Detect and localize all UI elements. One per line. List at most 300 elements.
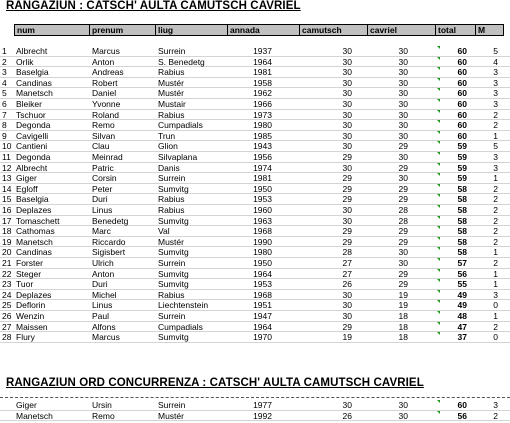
table-row[interactable] (0, 258, 510, 269)
cell-num[interactable]: Giger (16, 400, 37, 410)
cell-total[interactable]: 59 (457, 173, 467, 184)
table-row[interactable] (0, 152, 510, 163)
cell-camutsch[interactable]: 30 (342, 289, 352, 300)
cell-liug[interactable]: Sumvitg (158, 215, 189, 226)
cell-total[interactable]: 47 (457, 321, 467, 332)
cell-cavriel[interactable]: 30 (398, 400, 408, 410)
cell-total[interactable]: 60 (457, 88, 467, 99)
cell-m[interactable]: 1 (493, 279, 498, 290)
cell-rank[interactable]: 20 (2, 247, 12, 258)
cell-cavriel[interactable]: 30 (398, 67, 408, 78)
cell-liug[interactable]: Mustér (158, 88, 184, 99)
cell-liug[interactable]: Trun (158, 130, 176, 141)
cell-cavriel[interactable]: 30 (398, 109, 408, 120)
cell-camutsch[interactable]: 30 (342, 130, 352, 141)
cell-num[interactable]: Baselgia (16, 194, 49, 205)
header-liug[interactable]: liug (156, 24, 228, 36)
cell-rank[interactable]: 21 (2, 258, 12, 268)
cell-cavriel[interactable]: 29 (398, 162, 408, 173)
cell-m[interactable]: 2 (493, 194, 498, 205)
cell-prenum[interactable]: Marc (92, 226, 111, 237)
cell-m[interactable]: 1 (493, 311, 498, 321)
cell-num[interactable]: Bleiker (16, 99, 42, 109)
cell-camutsch[interactable]: 30 (342, 56, 352, 67)
cell-camutsch[interactable]: 26 (342, 279, 352, 290)
cell-m[interactable]: 2 (493, 410, 498, 421)
cell-num[interactable]: Cavigelli (16, 130, 49, 141)
cell-total[interactable]: 60 (457, 400, 467, 410)
cell-annada[interactable]: 1950 (253, 258, 272, 268)
table-row[interactable] (0, 400, 510, 411)
cell-camutsch[interactable]: 30 (342, 205, 352, 215)
header-cavriel[interactable]: cavriel (368, 24, 436, 36)
cell-rank[interactable]: 10 (2, 141, 12, 152)
cell-num[interactable]: Tomaschett (16, 215, 60, 226)
cell-camutsch[interactable]: 30 (342, 67, 352, 78)
cell-prenum[interactable]: Ursin (92, 400, 112, 410)
header-total[interactable]: total (436, 24, 476, 36)
cell-liug[interactable]: Mustair (158, 99, 186, 109)
cell-rank[interactable]: 26 (2, 311, 12, 321)
table-row[interactable] (0, 131, 510, 142)
cell-annada[interactable]: 1985 (253, 130, 272, 141)
cell-camutsch[interactable]: 29 (342, 321, 352, 332)
cell-total[interactable]: 48 (457, 311, 467, 321)
cell-prenum[interactable]: Linus (92, 300, 113, 311)
cell-num[interactable]: Tuor (16, 279, 34, 290)
cell-rank[interactable]: 13 (2, 173, 12, 184)
cell-annada[interactable]: 1973 (253, 109, 272, 120)
cell-camutsch[interactable]: 30 (342, 88, 352, 99)
table-row[interactable] (0, 322, 510, 333)
cell-liug[interactable]: Surrein (158, 46, 186, 56)
cell-num[interactable]: Wenzin (16, 311, 45, 321)
cell-prenum[interactable]: Linus (92, 205, 113, 215)
cell-m[interactable]: 2 (493, 226, 498, 237)
cell-rank[interactable]: 15 (2, 194, 12, 205)
cell-cavriel[interactable]: 30 (398, 247, 408, 258)
cell-rank[interactable]: 14 (2, 183, 12, 194)
cell-m[interactable]: 3 (493, 99, 498, 109)
cell-camutsch[interactable]: 27 (342, 258, 352, 268)
cell-rank[interactable]: 18 (2, 226, 12, 237)
cell-annada[interactable]: 1964 (253, 321, 272, 332)
cell-num[interactable]: Cantieni (16, 141, 48, 152)
table-row[interactable] (0, 78, 510, 89)
cell-m[interactable]: 1 (493, 130, 498, 141)
cell-cavriel[interactable]: 28 (398, 215, 408, 226)
cell-cavriel[interactable]: 30 (398, 56, 408, 67)
cell-num[interactable]: Deplazes (16, 289, 52, 300)
cell-camutsch[interactable]: 29 (342, 183, 352, 194)
cell-annada[interactable]: 1964 (253, 268, 272, 279)
cell-liug[interactable]: Surrein (158, 173, 186, 184)
cell-camutsch[interactable]: 30 (342, 215, 352, 226)
header-annada[interactable]: annada (228, 24, 300, 36)
cell-total[interactable]: 58 (457, 183, 467, 194)
cell-cavriel[interactable]: 30 (398, 99, 408, 109)
cell-total[interactable]: 59 (457, 152, 467, 162)
table-row[interactable] (0, 411, 510, 422)
cell-total[interactable]: 58 (457, 194, 467, 205)
cell-prenum[interactable]: Andreas (92, 67, 124, 78)
cell-annada[interactable]: 1953 (253, 279, 272, 290)
header-camutsch[interactable]: camutsch (300, 24, 368, 36)
cell-annada[interactable]: 1937 (253, 46, 272, 56)
cell-m[interactable]: 2 (493, 183, 498, 194)
cell-liug[interactable]: Glion (158, 141, 178, 152)
cell-m[interactable]: 3 (493, 67, 498, 78)
cell-m[interactable]: 2 (493, 321, 498, 332)
cell-cavriel[interactable]: 30 (398, 152, 408, 162)
cell-rank[interactable]: 8 (2, 120, 7, 131)
cell-m[interactable]: 3 (493, 162, 498, 173)
cell-num[interactable]: Deflorin (16, 300, 46, 311)
cell-prenum[interactable]: Sigisbert (92, 247, 126, 258)
cell-m[interactable]: 5 (493, 141, 498, 152)
cell-liug[interactable]: Surrein (158, 311, 186, 321)
cell-num[interactable]: Degonda (16, 120, 51, 131)
table-row[interactable] (0, 141, 510, 152)
cell-m[interactable]: 3 (493, 400, 498, 410)
cell-total[interactable]: 60 (457, 120, 467, 131)
cell-num[interactable]: Steger (16, 268, 42, 279)
cell-m[interactable]: 1 (493, 173, 498, 184)
cell-rank[interactable]: 5 (2, 88, 7, 99)
cell-cavriel[interactable]: 29 (398, 183, 408, 194)
table-row[interactable] (0, 110, 510, 121)
cell-prenum[interactable]: Robert (92, 77, 118, 88)
cell-annada[interactable]: 1980 (253, 247, 272, 258)
cell-total[interactable]: 37 (457, 332, 467, 343)
cell-m[interactable]: 2 (493, 215, 498, 226)
cell-liug[interactable]: Cumpadials (158, 321, 203, 332)
cell-prenum[interactable]: Michel (92, 289, 117, 300)
cell-liug[interactable]: Mustér (158, 77, 184, 88)
cell-m[interactable]: 2 (493, 205, 498, 215)
cell-m[interactable]: 3 (493, 77, 498, 88)
cell-prenum[interactable]: Duri (92, 194, 108, 205)
cell-rank[interactable]: 19 (2, 236, 12, 247)
cell-camutsch[interactable]: 30 (342, 141, 352, 152)
table-row[interactable] (0, 120, 510, 131)
cell-annada[interactable]: 1950 (253, 183, 272, 194)
cell-m[interactable]: 1 (493, 268, 498, 279)
cell-annada[interactable]: 1958 (253, 77, 272, 88)
cell-camutsch[interactable]: 29 (342, 194, 352, 205)
cell-camutsch[interactable]: 29 (342, 173, 352, 184)
cell-liug[interactable]: Rabius (158, 109, 185, 120)
cell-cavriel[interactable]: 19 (398, 289, 408, 300)
cell-num[interactable]: Egloff (16, 183, 38, 194)
cell-liug[interactable]: Danis (158, 162, 180, 173)
cell-prenum[interactable]: Anton (92, 268, 115, 279)
table-row[interactable] (0, 205, 510, 216)
cell-num[interactable]: Candinas (16, 247, 52, 258)
cell-rank[interactable]: 22 (2, 268, 12, 279)
cell-m[interactable]: 0 (493, 332, 498, 343)
cell-annada[interactable]: 1970 (253, 332, 272, 343)
cell-rank[interactable]: 3 (2, 67, 7, 78)
cell-prenum[interactable]: Duri (92, 279, 108, 290)
table-row[interactable] (0, 99, 510, 110)
table-row[interactable] (0, 184, 510, 195)
cell-liug[interactable]: Liechtenstein (158, 300, 209, 311)
cell-rank[interactable]: 9 (2, 130, 7, 141)
cell-liug[interactable]: Sumvitg (158, 332, 189, 343)
cell-rank[interactable]: 11 (2, 152, 11, 162)
cell-camutsch[interactable]: 29 (342, 226, 352, 237)
cell-total[interactable]: 58 (457, 236, 467, 247)
cell-m[interactable]: 2 (493, 109, 498, 120)
cell-cavriel[interactable]: 30 (398, 258, 408, 268)
table-row[interactable] (0, 57, 510, 68)
cell-liug[interactable]: Sumvitg (158, 247, 189, 258)
header-num[interactable]: num (14, 24, 90, 36)
cell-num[interactable]: Cathomas (16, 226, 55, 237)
table-row[interactable] (0, 173, 510, 184)
cell-liug[interactable]: Surrein (158, 258, 186, 268)
table-row[interactable] (0, 194, 510, 205)
cell-annada[interactable]: 1947 (253, 311, 272, 321)
cell-num[interactable]: Manetsch (16, 236, 53, 247)
cell-total[interactable]: 60 (457, 109, 467, 120)
cell-camutsch[interactable]: 19 (342, 332, 352, 343)
cell-prenum[interactable]: Marcus (92, 332, 120, 343)
cell-prenum[interactable]: Riccardo (92, 236, 126, 247)
cell-prenum[interactable]: Alfons (92, 321, 116, 332)
cell-annada[interactable]: 1963 (253, 215, 272, 226)
header-m[interactable]: M (476, 24, 504, 36)
table-row[interactable] (0, 269, 510, 280)
cell-cavriel[interactable]: 18 (398, 321, 408, 332)
table-row[interactable] (0, 290, 510, 301)
cell-m[interactable]: 2 (493, 120, 498, 131)
cell-cavriel[interactable]: 29 (398, 194, 408, 205)
cell-camutsch[interactable]: 30 (342, 46, 352, 56)
cell-total[interactable]: 60 (457, 77, 467, 88)
cell-camutsch[interactable]: 30 (342, 400, 352, 410)
cell-total[interactable]: 57 (457, 258, 467, 268)
table-row[interactable] (0, 46, 510, 57)
cell-num[interactable]: Tschuor (16, 109, 46, 120)
cell-total[interactable]: 58 (457, 205, 467, 215)
cell-liug[interactable]: Rabius (158, 67, 185, 78)
cell-cavriel[interactable]: 30 (398, 173, 408, 184)
cell-liug[interactable]: Sumvitg (158, 183, 189, 194)
cell-camutsch[interactable]: 30 (342, 300, 352, 311)
cell-m[interactable]: 2 (493, 236, 498, 247)
cell-annada[interactable]: 1956 (253, 152, 272, 162)
cell-prenum[interactable]: Paul (92, 311, 110, 321)
cell-liug[interactable]: Rabius (158, 194, 185, 205)
cell-prenum[interactable]: Remo (92, 410, 115, 421)
cell-m[interactable]: 2 (493, 258, 498, 268)
cell-prenum[interactable]: Daniel (92, 88, 117, 99)
table-row[interactable] (0, 163, 510, 174)
cell-annada[interactable]: 1943 (253, 141, 272, 152)
cell-liug[interactable]: Silvaplana (158, 152, 198, 162)
cell-liug[interactable]: Rabius (158, 289, 185, 300)
cell-total[interactable]: 59 (457, 162, 467, 173)
cell-total[interactable]: 60 (457, 130, 467, 141)
cell-total[interactable]: 49 (457, 300, 467, 311)
cell-annada[interactable]: 1968 (253, 226, 272, 237)
cell-m[interactable]: 1 (493, 247, 498, 258)
cell-total[interactable]: 55 (457, 279, 467, 290)
cell-camutsch[interactable]: 27 (342, 268, 352, 279)
cell-liug[interactable]: Mustér (158, 236, 184, 247)
cell-m[interactable]: 0 (493, 300, 498, 311)
cell-total[interactable]: 59 (457, 141, 467, 152)
cell-cavriel[interactable]: 30 (398, 77, 408, 88)
cell-prenum[interactable]: Yvonne (92, 99, 121, 109)
cell-annada[interactable]: 1980 (253, 120, 272, 131)
cell-num[interactable]: Candinas (16, 77, 52, 88)
cell-annada[interactable]: 1964 (253, 56, 272, 67)
cell-liug[interactable]: Rabius (158, 205, 185, 215)
cell-cavriel[interactable]: 29 (398, 236, 408, 247)
cell-rank[interactable]: 1 (2, 46, 7, 56)
table-row[interactable] (0, 300, 510, 311)
cell-annada[interactable]: 1968 (253, 289, 272, 300)
cell-camutsch[interactable]: 29 (342, 152, 352, 162)
table-row[interactable] (0, 226, 510, 237)
cell-liug[interactable]: Val (158, 226, 170, 237)
cell-num[interactable]: Maissen (16, 321, 48, 332)
cell-rank[interactable]: 2 (2, 56, 7, 67)
cell-total[interactable]: 56 (457, 268, 467, 279)
cell-rank[interactable]: 28 (2, 332, 12, 343)
cell-num[interactable]: Deplazes (16, 205, 52, 215)
cell-num[interactable]: Flury (16, 332, 35, 343)
cell-m[interactable]: 3 (493, 88, 498, 99)
cell-cavriel[interactable]: 30 (398, 130, 408, 141)
cell-camutsch[interactable]: 29 (342, 236, 352, 247)
cell-camutsch[interactable]: 30 (342, 311, 352, 321)
cell-cavriel[interactable]: 28 (398, 205, 408, 215)
cell-annada[interactable]: 1981 (253, 67, 272, 78)
cell-m[interactable]: 4 (493, 56, 498, 67)
cell-num[interactable]: Manetsch (16, 88, 53, 99)
cell-num[interactable]: Albrecht (16, 46, 48, 56)
cell-annada[interactable]: 1951 (253, 300, 272, 311)
cell-cavriel[interactable]: 29 (398, 141, 408, 152)
cell-rank[interactable]: 6 (2, 99, 7, 109)
cell-camutsch[interactable]: 26 (342, 410, 352, 421)
table-row[interactable] (0, 279, 510, 290)
cell-prenum[interactable]: Meinrad (92, 152, 123, 162)
cell-cavriel[interactable]: 30 (398, 88, 408, 99)
cell-annada[interactable]: 1962 (253, 88, 272, 99)
cell-prenum[interactable]: Roland (92, 109, 119, 120)
cell-camutsch[interactable]: 28 (342, 247, 352, 258)
cell-rank[interactable]: 23 (2, 279, 12, 290)
cell-camutsch[interactable]: 30 (342, 77, 352, 88)
cell-prenum[interactable]: Patric (92, 162, 114, 173)
cell-total[interactable]: 60 (457, 99, 467, 109)
cell-annada[interactable]: 1953 (253, 194, 272, 205)
cell-m[interactable]: 5 (493, 46, 498, 56)
cell-m[interactable]: 3 (493, 152, 498, 162)
cell-liug[interactable]: Sumvitg (158, 268, 189, 279)
cell-liug[interactable]: S. Benedetg (158, 56, 205, 67)
table-row[interactable] (0, 332, 510, 343)
cell-rank[interactable]: 27 (2, 321, 12, 332)
cell-cavriel[interactable]: 18 (398, 311, 408, 321)
table-row[interactable] (0, 237, 510, 248)
cell-prenum[interactable]: Corsin (92, 173, 117, 184)
cell-camutsch[interactable]: 30 (342, 120, 352, 131)
cell-rank[interactable]: 4 (2, 77, 7, 88)
cell-rank[interactable]: 16 (2, 205, 12, 215)
cell-camutsch[interactable]: 30 (342, 162, 352, 173)
cell-camutsch[interactable]: 30 (342, 99, 352, 109)
table-row[interactable] (0, 311, 510, 322)
cell-num[interactable]: Baselgia (16, 67, 49, 78)
cell-rank[interactable]: 17 (2, 215, 12, 226)
cell-annada[interactable]: 1977 (253, 400, 272, 410)
cell-total[interactable]: 49 (457, 289, 467, 300)
cell-rank[interactable]: 7 (2, 109, 7, 120)
cell-annada[interactable]: 1966 (253, 99, 272, 109)
cell-prenum[interactable]: Silvan (92, 130, 116, 141)
cell-total[interactable]: 60 (457, 56, 467, 67)
cell-cavriel[interactable]: 30 (398, 410, 408, 421)
cell-prenum[interactable]: Anton (92, 56, 115, 67)
table-row[interactable] (0, 216, 510, 227)
cell-liug[interactable]: Mustér (158, 410, 184, 421)
cell-liug[interactable]: Cumpadials (158, 120, 203, 131)
cell-rank[interactable]: 12 (2, 162, 12, 173)
cell-annada[interactable]: 1974 (253, 162, 272, 173)
cell-num[interactable]: Forster (16, 258, 43, 268)
cell-liug[interactable]: Sumvitg (158, 279, 189, 290)
cell-total[interactable]: 58 (457, 247, 467, 258)
cell-total[interactable]: 58 (457, 226, 467, 237)
cell-rank[interactable]: 24 (2, 289, 12, 300)
cell-m[interactable]: 3 (493, 289, 498, 300)
cell-num[interactable]: Degonda (16, 152, 51, 162)
cell-total[interactable]: 60 (457, 46, 467, 56)
cell-total[interactable]: 56 (457, 410, 467, 421)
cell-total[interactable]: 60 (457, 67, 467, 78)
cell-annada[interactable]: 1990 (253, 236, 272, 247)
cell-cavriel[interactable]: 29 (398, 268, 408, 279)
table-row[interactable] (0, 247, 510, 258)
cell-cavriel[interactable]: 18 (398, 332, 408, 343)
header-prenum[interactable]: prenum (90, 24, 156, 36)
cell-prenum[interactable]: Clau (92, 141, 110, 152)
cell-rank[interactable] (2, 411, 12, 421)
cell-num[interactable]: Giger (16, 173, 37, 184)
cell-cavriel[interactable]: 30 (398, 120, 408, 131)
cell-prenum[interactable]: Benedetg (92, 215, 129, 226)
cell-num[interactable]: Albrecht (16, 162, 48, 173)
cell-num[interactable]: Orlik (16, 56, 34, 67)
table-row[interactable] (0, 67, 510, 78)
cell-annada[interactable]: 1992 (253, 410, 272, 421)
table-row[interactable] (0, 88, 510, 99)
cell-prenum[interactable]: Remo (92, 120, 115, 131)
cell-cavriel[interactable]: 19 (398, 300, 408, 311)
cell-prenum[interactable]: Peter (92, 183, 113, 194)
cell-num[interactable]: Manetsch (16, 410, 53, 421)
cell-cavriel[interactable]: 30 (398, 46, 408, 56)
cell-prenum[interactable]: Ulrich (92, 258, 114, 268)
cell-cavriel[interactable]: 29 (398, 279, 408, 290)
cell-rank[interactable]: 25 (2, 300, 12, 311)
